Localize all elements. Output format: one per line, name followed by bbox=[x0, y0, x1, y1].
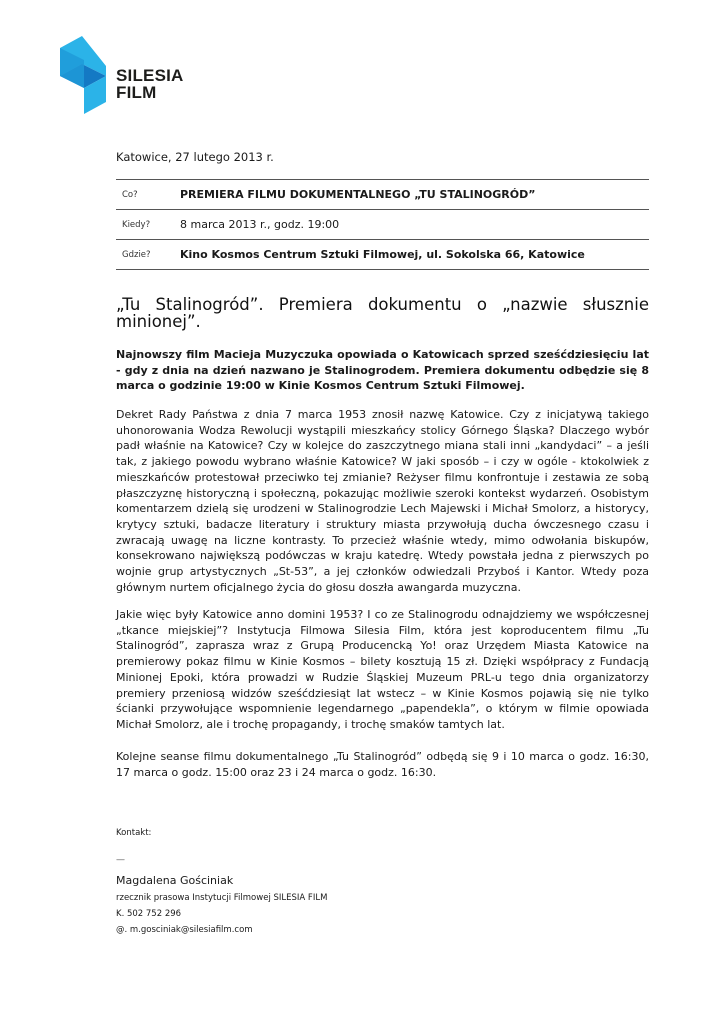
info-value: PREMIERA FILMU DOKUMENTALNEGO „TU STALINOGRÓD” bbox=[180, 188, 536, 201]
contact-divider: — bbox=[116, 855, 125, 865]
lead-paragraph: Najnowszy film Macieja Muzyczuka opowiada o Katowicach sprzed sześćdziesięciu lat - gdy z dnia na dzień nazwano je Stalinogrodem. Premiera dokumentu odbędzie się 8 marca o godzinie 19:00 w Kinie Kosmos Centrum Sztuki Filmowej. bbox=[116, 348, 649, 393]
document-date: Katowice, 27 lutego 2013 r. bbox=[116, 150, 274, 164]
contact-name: Magdalena Gościniak bbox=[116, 874, 234, 887]
info-label: Co? bbox=[122, 189, 138, 200]
info-value: Kino Kosmos Centrum Sztuki Filmowej, ul. Sokolska 66, Katowice bbox=[180, 248, 585, 261]
logo-text bbox=[116, 67, 184, 101]
info-row-where bbox=[116, 239, 649, 270]
logo-mark-icon bbox=[60, 36, 110, 114]
body-paragraph: Jakie więc były Katowice anno domini 1953? I co ze Stalinogrodu odnajdziemy we współczesnej „tkance miejskiej”? Instytucja Filmowa Silesia Film, która jest koproducentem filmu „Tu Stalinogród”, zaprasza wraz z Grupą Producencką Yo! oraz Urzędem Miasta Katowice na premierowy pokaz filmu w Kinie Kosmos – bilety kosztują 15 zł. Dzięki współpracy z Fundacją Minionej Epoki, która prowadzi w Rudzie Śląskiej Muzeum PRL-u tego dnia organizatorzy premiery przeniosą widzów sześćdziesiąt lat wstecz – w Kinie Kosmos pojawią się nie tylko ścianki przywołujące wspomnienie legendarnego „papendekla”, o którym w filmie opowiada Michał Smolorz, ale i trochę propagandy, i trochę smaków tamtych lat. bbox=[116, 608, 649, 731]
info-row-when bbox=[116, 209, 649, 239]
contact-email: @. m.gosciniak@silesiafilm.com bbox=[116, 925, 253, 935]
info-label: Gdzie? bbox=[122, 249, 151, 260]
contact-label: Kontakt: bbox=[116, 828, 152, 838]
logo-line-2: FILM bbox=[116, 83, 157, 102]
info-value: 8 marca 2013 r., godz. 19:00 bbox=[180, 218, 340, 231]
event-info-table bbox=[116, 179, 649, 270]
contact-phone: K. 502 752 296 bbox=[116, 909, 182, 919]
body-paragraph: Dekret Rady Państwa z dnia 7 marca 1953 znosił nazwę Katowice. Czy z inicjatywą takiego uhonorowania Wodza Rewolucji wystąpili mieszkańcy stolicy Górnego Śląska? Dlaczego wybór padł właśnie na Katowice? Czy w kolejce do zaszczytnego miana stali inni „kandydaci” – a jeśli tak, z jakiego powodu wybrano właśnie Katowice? W jaki sposób – i czy w ogóle - ktokolwiek z mieszkańców protestował przeciwko tej zmianie? Reżyser filmu konfrontuje i zestawia ze sobą płaszczyznę historyczną i społeczną, pokazując możliwie szeroki kontekst wydarzeń. Osobistym komentarzem dzielą się urodzeni w Stalinogrodzie Lech Majewski i Michał Smolorz, a historycy, krytycy sztuki, badacze literatury i struktury miasta przywołują ducha ówczesnego czasu i zwracają uwagę na liczne kontrasty. To przecież właśnie wtedy, mimo odwołania biskupów, konsekrowano największą podówczas w kraju katedrę. Wtedy powstała jedna z pierwszych po wojnie grup artystycznych „St-53”, a jej członków odwiedzali Przyboś i Kantor. Wtedy poza głównym nurtem oficjalnego życia do głosu doszła awangarda muzyczna. bbox=[116, 408, 649, 594]
body-paragraph: Kolejne seanse filmu dokumentalnego „Tu Stalinogród” odbędą się 9 i 10 marca o godz. 16:30, 17 marca o godz. 15:00 oraz 23 i 24 marca o godz. 16:30. bbox=[116, 750, 649, 779]
info-row-what bbox=[116, 179, 649, 209]
info-label: Kiedy? bbox=[122, 219, 151, 230]
page-title: „Tu Stalinogród”. Premiera dokumentu o „nazwie słusznie minionej”. bbox=[116, 295, 649, 331]
contact-role: rzecznik prasowa Instytucji Filmowej SILESIA FILM bbox=[116, 893, 328, 903]
logo-line-1: SILESIA bbox=[116, 66, 184, 85]
